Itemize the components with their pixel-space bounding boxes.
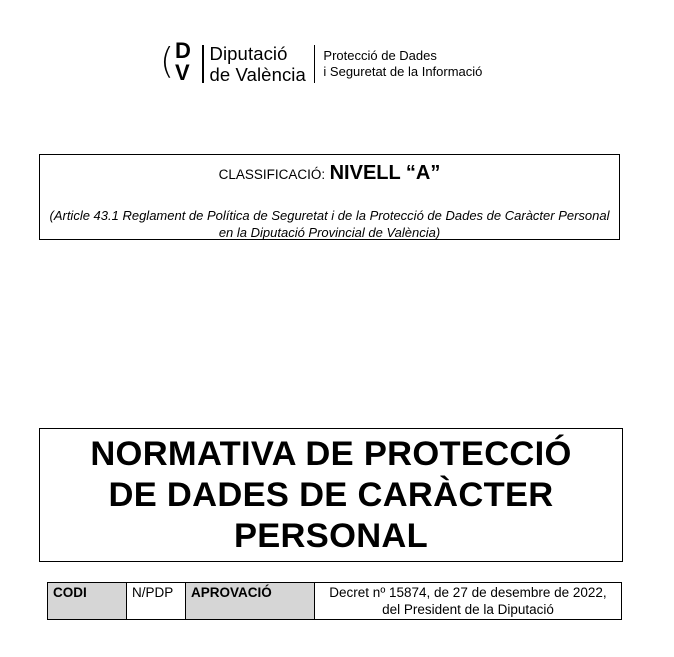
monogram-letter-v: V [175,60,190,85]
table-row [48,583,622,620]
monogram-bracket: ( [160,41,175,82]
header-logo [160,38,482,90]
approval-label: APROVACIÓ [186,583,315,620]
monogram-letter-d: D [175,38,191,63]
approval-value: Decret nº 15874, de 27 de desembre de 2022, del President de la Diputació [315,583,622,620]
org-name-line2: de València [209,64,306,85]
org-name-line1: Diputació [209,43,288,64]
logo-divider-2 [314,45,316,83]
logo-divider [202,45,204,83]
code-value: N/PDP [127,583,186,620]
classification-article: (Article 43.1 Reglament de Política de Seguretat i de la Protecció de Dades de Caràcter Personal en la Diputació Provincial de València) [49,208,610,240]
department-name [323,48,482,80]
classification-label: CLASSIFICACIÓ: [218,167,326,182]
classification-box [39,154,620,240]
document-meta-table [47,582,622,620]
dv-monogram-icon [160,40,196,88]
code-label: CODI [48,583,127,620]
document-title-box [39,428,623,562]
classification-line [40,161,619,187]
title-line3: PERSONAL [233,516,429,555]
document-title [90,434,571,557]
classification-value: NIVELL “A” [329,162,441,184]
title-line2: DE DADES DE CARÀCTER [108,475,554,514]
department-line2: i Seguretat de la Informació [323,64,483,79]
department-line1: Protecció de Dades [323,48,437,63]
title-line1: NORMATIVA DE PROTECCIÓ [90,434,572,473]
org-name [210,43,306,85]
